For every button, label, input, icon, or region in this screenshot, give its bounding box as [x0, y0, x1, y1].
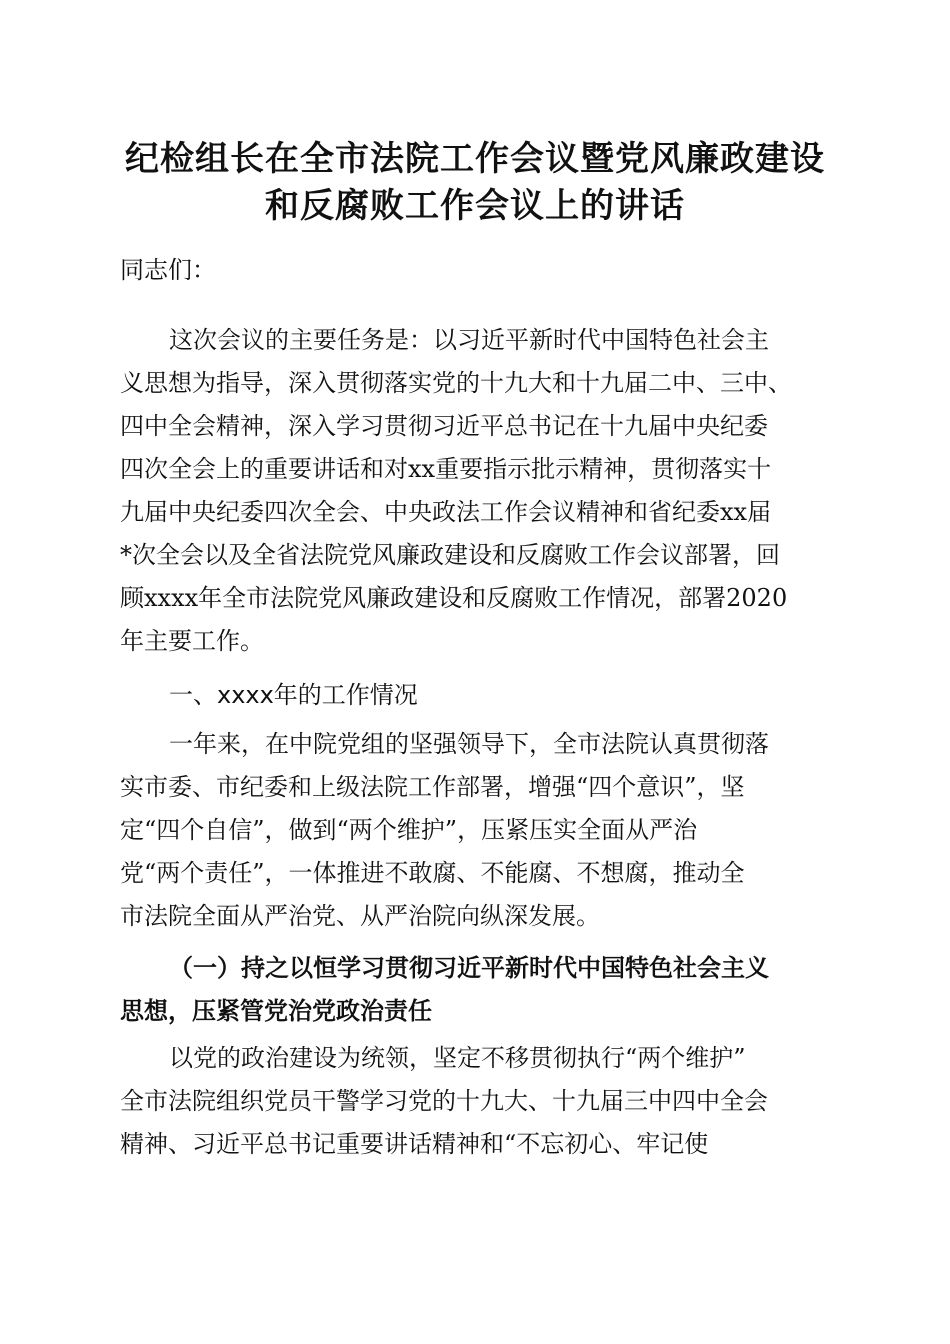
section-paragraph-line: 定“四个自信”，做到“两个维护”，压紧压实全面从严治: [120, 816, 698, 844]
intro-line: 四次全会上的重要讲话和对xx重要指示批示精神，贯彻落实十: [120, 455, 772, 483]
section-paragraph-line: 一年来，在中院党组的坚强领导下，全市法院认真贯彻落: [169, 730, 769, 758]
subsection-paragraph-line: 以党的政治建设为统领，坚定不移贯彻执行“两个维护”: [169, 1044, 746, 1072]
subsection-heading-line: 思想，压紧管党治党政治责任: [120, 996, 432, 1025]
intro-line: 四中全会精神，深入学习贯彻习近平总书记在十九届中央纪委: [120, 412, 768, 440]
intro-line: 顾xxxx年全市法院党风廉政建设和反腐败工作情况，部署2020: [120, 584, 788, 612]
section-paragraph-line: 党“两个责任”，一体推进不敢腐、不能腐、不想腐，推动全: [120, 859, 745, 887]
section-paragraph-line: 实市委、市纪委和上级法院工作部署，增强“四个意识”，坚: [120, 773, 745, 801]
subsection-paragraph-line: 精神、习近平总书记重要讲话精神和“不忘初心、牢记使: [120, 1130, 709, 1158]
intro-line: *次全会以及全省法院党风廉政建设和反腐败工作会议部署，回: [120, 541, 780, 569]
section-heading: 一、xxxx年的工作情况: [169, 681, 418, 709]
document-title-line-2: 和反腐败工作会议上的讲话: [265, 186, 685, 226]
intro-line: 九届中央纪委四次全会、中央政法工作会议精神和省纪委xx届: [120, 498, 772, 526]
section-paragraph-line: 市法院全面从严治党、从严治院向纵深发展。: [120, 902, 600, 930]
subsection-paragraph-line: 全市法院组织党员干警学习党的十九大、十九届三中四中全会: [120, 1087, 768, 1115]
intro-line: 这次会议的主要任务是：以习近平新时代中国特色社会主: [169, 326, 769, 354]
document-title-line-1: 纪检组长在全市法院工作会议暨党风廉政建设: [125, 139, 825, 179]
subsection-heading-line: （一）持之以恒学习贯彻习近平新时代中国特色社会主义: [169, 953, 769, 982]
intro-line: 年主要工作。: [120, 627, 264, 655]
intro-line: 义思想为指导，深入贯彻落实党的十九大和十九届二中、三中、: [120, 369, 792, 397]
salutation: 同志们：: [120, 256, 216, 284]
